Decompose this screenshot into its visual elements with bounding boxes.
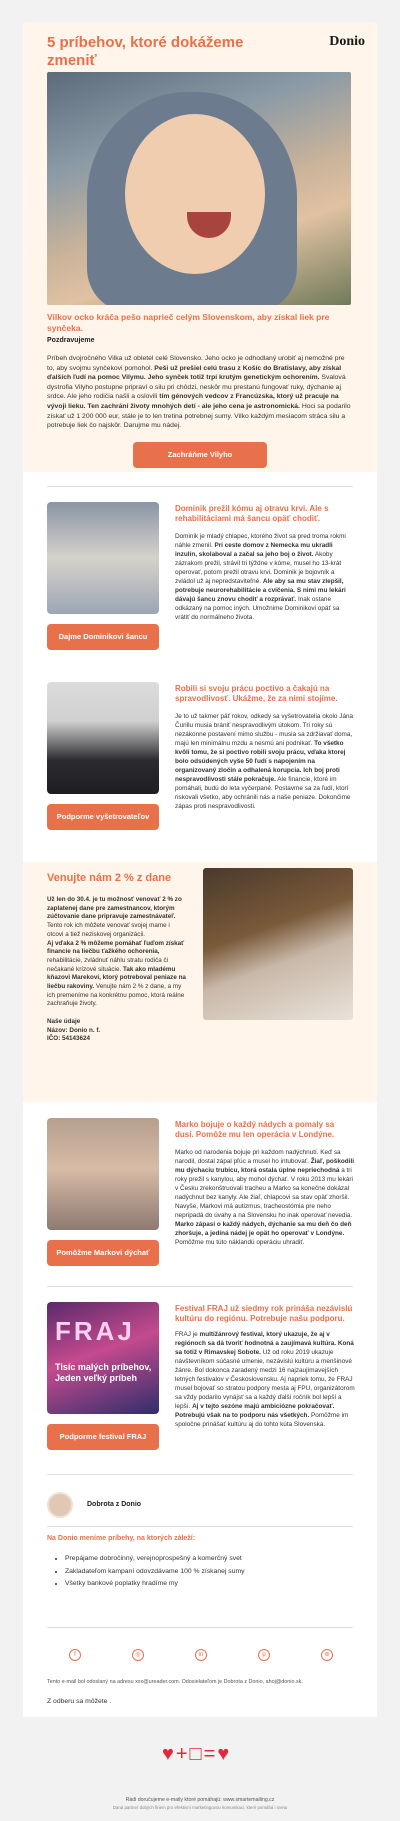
hero-image[interactable]	[47, 72, 351, 305]
email-container	[23, 22, 377, 1717]
donio-logo[interactable]: Donio	[329, 34, 365, 49]
social-links	[47, 1649, 353, 1663]
linkedin-icon[interactable]: in	[195, 1649, 207, 1661]
marko-image[interactable]	[47, 1118, 159, 1230]
divider	[47, 1526, 353, 1527]
marko-button[interactable]: Pomôžme Markovi dýchať	[47, 1240, 159, 1266]
instagram-icon[interactable]: ◎	[132, 1649, 144, 1661]
dominik-image[interactable]	[47, 502, 159, 614]
dominik-title: Dominik prežil kómu aj otravu krvi. Ale s rehabilitáciami má šancu opäť chodiť.	[175, 504, 329, 523]
investigators-title: Robili si svoju prácu poctivo a čakajú na spravodlivosť. Ukážme, že za nimi stojíme.	[175, 684, 338, 703]
greeting: Pozdravujeme	[47, 337, 95, 344]
hero-body: Príbeh dvojročného Vilka už obletel celé Slovensko. Jeho ocko je odhodlaný urobiť aj nemožné pre to, aby svojmu synčekovi pomohol. Peši už prešiel celú trasu z Košíc do Bratislavy, aby získal ďalších ľudí na pomoc Vilymu. Jeho synček totiž trpí krutým genetickým ochorením. Svalová dystrofia Vilyho postupne pripraví o silu pri chôdzi, neskôr mu prestanú fungovať ruky, dýchanie aj srdce. Ale jeho rodičia našli a oslovili tím génových vedcov z Francúzska, ktorý už pracuje na vývoji lieku. Ten zachráni životy mnohých detí - ale jeho cena je astronomická. Hoci sa podarilo získať už 1 200 000 eur, stále je to len tretina potrebnej sumy. Vilko každým mesiacom stráca silu a potrebuje liek čo najskôr. Darujme mu nádej.	[47, 355, 351, 430]
dribbble-icon[interactable]: ⊛	[321, 1649, 333, 1661]
legal-text: Tento e-mail bol odoslaný na adresu xxx@ureader.com. Odosielateľom je Dobrota z Donio, ahoj@donio.sk.	[47, 1679, 303, 1685]
fraj-image[interactable]: FRAJ Tisíc malých príbehov, Jeden veľký príbeh	[47, 1302, 159, 1414]
brand-line-1[interactable]: Rádi doručujeme e-maily ktoré pomáhajú: www.smartemailing.cz	[125, 1797, 275, 1803]
divider	[47, 1627, 353, 1628]
divider	[47, 486, 353, 487]
smartemailing-footer	[0, 1735, 400, 1821]
tax-body: Už len do 30.4. je tu možnosť venovať 2 % zo zaplatenej dane pre zamestnancov, ktorým zúčtovanie dane pripravuje zamestnávateľ. Tento rok ich môžete venovať svojej mame i otcovi a tiež neziskovej organizácii. Aj vďaka 2 % môžeme pomáhať ľuďom získať financie na liečbu ťažkého ochorenia, rehabilitácie, zvládnuť náhlu stratu rodiča či nečakané krízové situácie. Tak ako mladému kňazovi Marekovi, ktorý potreboval peniaze na liečbu rakoviny. Venujte nám 2 % z dane, a my ich premeníme na konkrétnu pomoc, ktorá reálne zachraňuje životy. Naše údaje Názov: Donio n. f. IČO: 54143624	[47, 896, 186, 1043]
avatar	[47, 1492, 73, 1518]
fraj-body: FRAJ je multižánrový festival, ktorý ukazuje, že aj v regiónoch sa dá tvoriť hodnotná a zaujímavá kultúra. Koná sa totiž v Rimavskej Sobote. Už od roku 2019 ukazuje návštevníkom súčasné umenie, nezávislú kultúru a menšinové žánre. Bol dokonca zaradený medzi 16 najzaujímavejších letných festivalov v Československu. Aj napriek tomu, že FRAJ musel bojovať so stratou podpory mesta aj FPU, organizátorom sa vždy podarilo vynájsť sa a každý ďalší ročník bol lepší a lepší. Aj v tejto sezóne majú ambiciózne pokračovať. Potrebujú však na to podporu nás všetkých. Pomôžme im spoločne prinášať kultúru aj do tohto kúta Slovenska.	[175, 1331, 355, 1428]
investigators-image[interactable]	[47, 682, 159, 794]
fraj-title: Festival FRAJ už siedmy rok prináša nezávislú kultúru do regiónu. Potrebuje našu podporu.	[175, 1304, 353, 1323]
brand-line-2: Daná partner dobých firiem pro efektivní marketingovou komunikaci, které pomáhá i svetu	[112, 1805, 288, 1810]
list-item: • Všetky bankové poplatky hradíme my	[65, 1578, 345, 1591]
facebook-icon[interactable]: f	[69, 1649, 81, 1661]
tax-section	[23, 862, 377, 1102]
fraj-button[interactable]: Podporme festival FRAJ	[47, 1424, 159, 1450]
dominik-body: Dominik je mladý chlapec, ktorého život sa pred troma rokmi náhle zmenil. Pri ceste domov z Nemecka mu ukradli inzulín, skolaboval a začal sa jeho boj o život. Akoby zázrakom prežil, strávil tri týždne v kóme, musel ho 13-krát operovať, potom prežil otravu krvi. Dominik je bojovník a zvládol už aj nepredstaviteľné. Ale aby sa mu stav zlepšil, potrebuje neurorehabilitácie a cvičenia. S nimi mu lekári dávajú šancu znovu chodiť a rozprávať. Inak ostane odkázaný na pomoc iných. Umožnime Dominikovi opäť sa vrátiť do normálneho života.	[175, 533, 346, 621]
tax-image[interactable]	[203, 868, 353, 1020]
investigators-body: Je to už takmer päť rokov, odkedy sa vyšetrovatelia okolo Jána Čurillu musia brániť nespravodlivým útokom. Tri roky sú nezákonne postavení mimo službu - musia sa zdržiavať doma, majú len minimálnu mzdu a nesmú ani podnikať. To všetko kvôli tomu, že si poctivo robili svoju prácu, vďaka ktorej bolo odsúdených vyše 50 ľudí s napojením na organizovaný zločin a odhalená korupcia. Ich boj proti nespravodlivosti stále pokračuje. Ale financie, ktoré im pomáhali, budú do leta vyčerpané. Postavme sa za ľudí, ktorí riskovali všetko, aby ochránili nás a naše peniaze. Dokončime zápas proti nespravodlivosti.	[175, 713, 354, 810]
list-item: • Zakladateľom kampaní odovzdávame 100 % získanej sumy	[65, 1566, 345, 1579]
smartemailing-logo-icon[interactable]: ♥+□=♥	[162, 1743, 232, 1765]
divider	[47, 1286, 353, 1287]
benefits-title: Na Donio meníme príbehy, na ktorých záleží:	[47, 1535, 196, 1542]
hero-section	[23, 22, 377, 472]
investigators-button[interactable]: Podporme vyšetrovateľov	[47, 804, 159, 830]
save-vily-button[interactable]: Zachráňme Vilyho	[133, 442, 267, 468]
marko-body: Marko od narodenia bojuje pri každom nadýchnutí. Keď sa narodil, dostal zápal pľúc a musel ho intubovať. Žiaľ, poškodili mu dýchaciu trubicu, ktorá ostala úplne nepriechodná a tri roky prežil s kanylou, aby mohol dýchať. V roku 2013 mu lekári v Česku zrekonštruovali tracheu a Marko sa konečne dokázal nadýchnut bez kanyly. Ale žiaľ, chlapcovi sa stav opäť zhoršil. Navyše, Markovi má autizmus, tracheostómia pre neho nepripadá do úvahy a na Slovensku ho inak operovať nevedia. Marko zápasí o každý nádych, dýchanie sa mu deň čo deň zhoršuje, a jediná nádej je opät ho operovať v Londýne. Pomôžme mu túto náklandú operáciu uhradiť.	[175, 1149, 355, 1246]
unsubscribe-text[interactable]: Z odberu sa môžete .	[47, 1698, 112, 1705]
benefits-list	[65, 1553, 345, 1591]
pinterest-icon[interactable]: p	[258, 1649, 270, 1661]
signature-name: Dobrota z Donio	[87, 1501, 142, 1508]
newsletter-title: 5 príbehov, ktoré dokážeme zmeniť	[47, 34, 244, 69]
tax-title: Venujte nám 2 % z dane	[47, 872, 172, 884]
hero-subtitle: Vilkov ocko kráča pešo naprieč celým Slovenskom, aby získal liek pre synčeka.	[47, 312, 330, 333]
divider	[47, 1474, 353, 1475]
dominik-button[interactable]: Dajme Dominikovi šancu	[47, 624, 159, 650]
marko-title: Marko bojuje o každý nádych a pomaly sa dusí. Pomôže mu len operácia v Londýne.	[175, 1120, 335, 1139]
list-item: • Prepájame dobročinný, verejnoprospešný a komerčný svet	[65, 1553, 345, 1566]
